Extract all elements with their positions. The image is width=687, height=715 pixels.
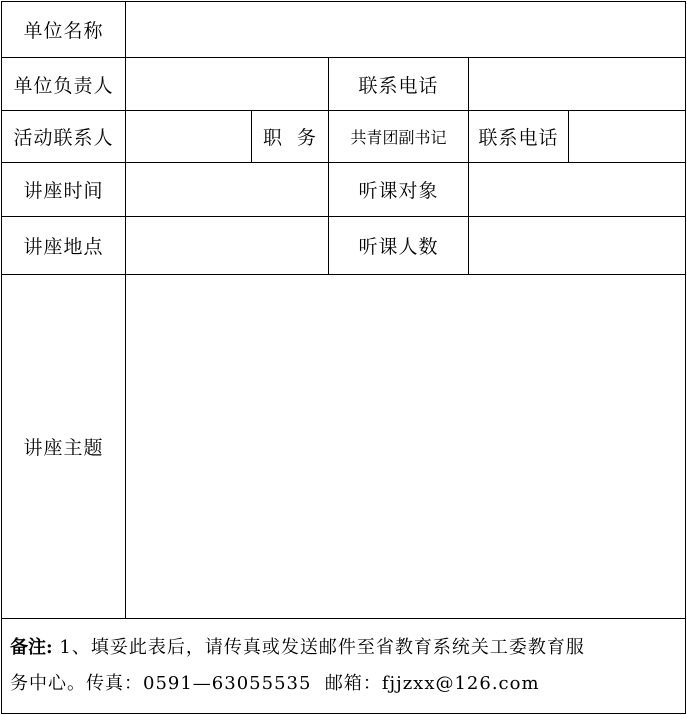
activity-contact-field[interactable] — [126, 111, 251, 162]
lecture-time-label: 讲座时间 — [23, 180, 104, 202]
audience-count-label: 听课人数 — [358, 236, 439, 258]
lecture-topic-field[interactable] — [126, 275, 685, 618]
unit-name-field[interactable] — [126, 2, 685, 57]
audience-label: 听课对象 — [358, 180, 439, 202]
unit-head-field[interactable] — [126, 58, 328, 110]
lecture-topic-label: 讲座主题 — [23, 437, 104, 459]
audience-count-field[interactable] — [469, 217, 685, 274]
notes-line-1 — [10, 630, 680, 666]
lecture-time-field[interactable] — [126, 163, 328, 216]
notes-label: 备注: — [10, 637, 53, 658]
phone-field-2[interactable] — [569, 111, 685, 162]
lecture-place-field[interactable] — [126, 217, 328, 274]
notes-section — [10, 630, 680, 702]
unit-name-label: 单位名称 — [23, 20, 104, 42]
phone-field[interactable] — [469, 58, 685, 110]
phone-label-2: 联系电话 — [478, 127, 559, 149]
phone-label: 联系电话 — [358, 74, 439, 97]
notes-text-1: 1、填妥此表后，请传真或发送邮件至省教育系统关工委教育服 — [52, 637, 585, 658]
notes-text-2: 务中心。传真：0591—63055535 邮箱：fjjzxx@126.com — [10, 673, 540, 694]
activity-contact-label: 活动联系人 — [13, 127, 114, 149]
lecture-place-label: 讲座地点 — [23, 236, 104, 258]
position-label: 职 务 — [262, 127, 318, 149]
unit-head-label: 单位负责人 — [13, 74, 114, 97]
position-value: 共青团副书记 — [350, 128, 447, 147]
audience-field[interactable] — [469, 163, 685, 216]
